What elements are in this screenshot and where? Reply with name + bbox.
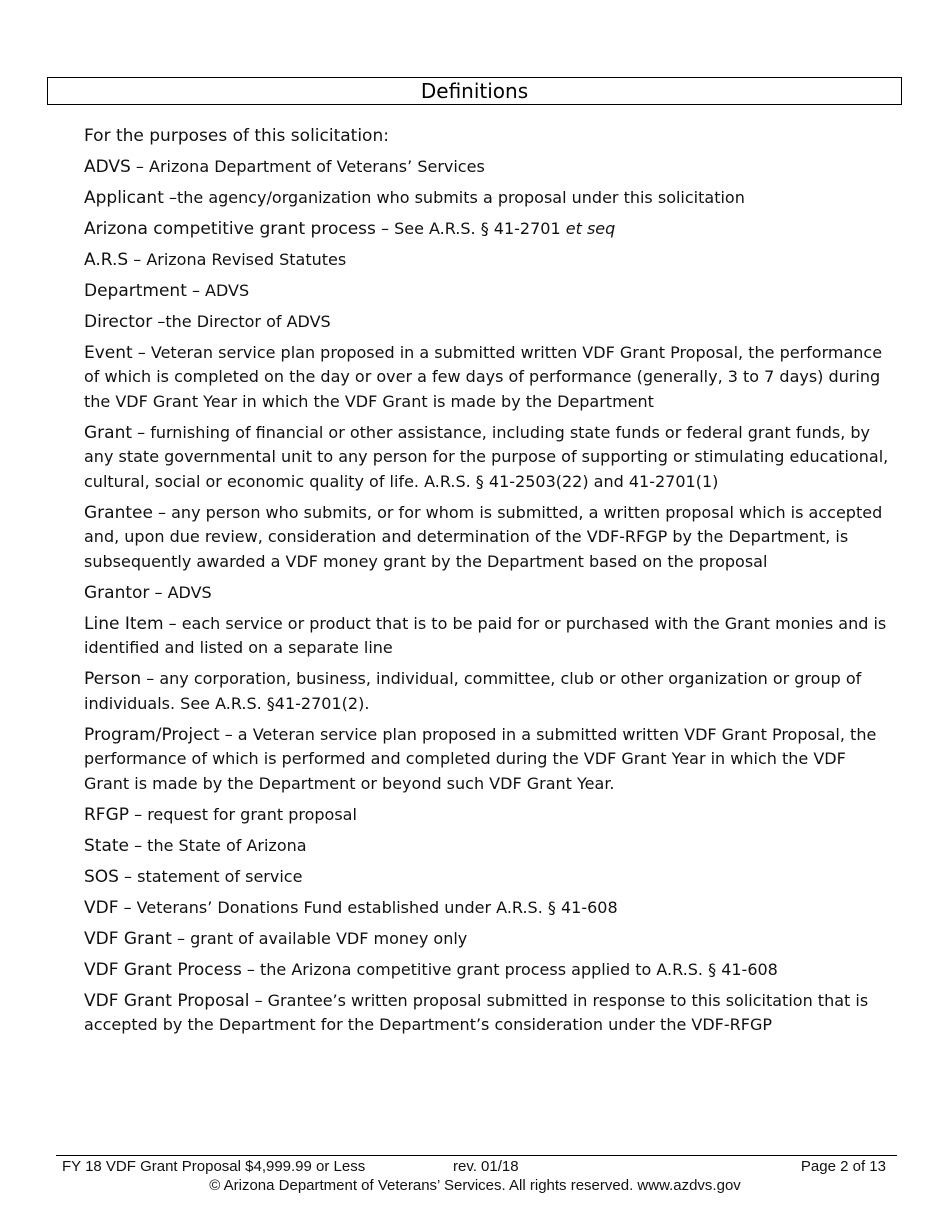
- definition-text: Arizona Revised Statutes: [146, 249, 347, 269]
- definition-item: [84, 581, 894, 606]
- definition-term: ADVS: [84, 156, 131, 177]
- definition-separator: –: [219, 724, 238, 744]
- definitions-list: [84, 124, 894, 1044]
- footer-divider: [56, 1155, 897, 1156]
- definition-separator: –: [152, 311, 166, 331]
- definition-item: [84, 421, 894, 495]
- definition-separator: –: [129, 804, 148, 824]
- definition-separator: –: [132, 342, 151, 362]
- definition-text: Arizona Department of Veterans’ Services: [149, 156, 485, 176]
- definition-text: a Veteran service plan proposed in a submitted written VDF Grant Proposal, the performance of which is performed and completed during the VDF Grant Year in which the VDF Grant is made by the Department or beyond such VDF Grant Year.: [84, 724, 877, 793]
- definition-term: Department: [84, 280, 187, 301]
- definition-term: State: [84, 835, 129, 856]
- definition-term: Grantor: [84, 582, 150, 603]
- definition-italic-suffix: et seq: [565, 218, 616, 238]
- definition-item: [84, 186, 894, 211]
- definition-item: [84, 723, 894, 797]
- definition-separator: –: [249, 990, 268, 1010]
- definition-separator: –: [163, 613, 182, 633]
- definition-term: VDF Grant Process: [84, 959, 242, 980]
- definition-separator: –: [118, 897, 137, 917]
- definition-text: the State of Arizona: [147, 835, 307, 855]
- footer-doc-title: FY 18 VDF Grant Proposal $4,999.99 or Less: [62, 1158, 366, 1175]
- definition-item: [84, 927, 894, 952]
- definition-separator: –: [152, 502, 172, 522]
- definition-item: [84, 248, 894, 273]
- definition-text: any corporation, business, individual, committee, club or other organization or group of individuals. See A.R.S. §41-2701(2).: [84, 669, 862, 713]
- definition-separator: –: [128, 249, 147, 269]
- definition-term: Grantee: [84, 502, 153, 523]
- definition-separator: –: [186, 280, 206, 300]
- definition-text: each service or product that is to be paid for or purchased with the Grant monies and is identified and listed on a separate line: [84, 613, 887, 657]
- definition-entries: [84, 155, 894, 1038]
- definition-text: grant of available VDF money only: [190, 928, 468, 948]
- footer-copyright: © Arizona Department of Veterans’ Services. All rights reserved. www.azdvs.gov: [209, 1177, 741, 1194]
- section-title: Definitions: [47, 77, 902, 105]
- definition-text: the Director of ADVS: [165, 311, 331, 331]
- definition-item: [84, 865, 894, 890]
- definition-item: [84, 834, 894, 859]
- definition-item: [84, 667, 894, 716]
- definition-separator: –: [241, 959, 260, 979]
- definition-item: [84, 803, 894, 828]
- intro-text: For the purposes of this solicitation:: [84, 126, 389, 146]
- definition-text: request for grant proposal: [147, 804, 357, 824]
- definition-item: [84, 217, 894, 242]
- definition-item: [84, 958, 894, 983]
- definition-separator: –: [375, 218, 395, 238]
- definition-term: Event: [84, 342, 133, 363]
- definition-text: the Arizona competitive grant process applied to A.R.S. § 41-608: [260, 959, 778, 979]
- footer-page-number: Page 2 of 13: [800, 1158, 886, 1175]
- definition-term: RFGP: [84, 804, 130, 825]
- definition-text: Veteran service plan proposed in a submitted written VDF Grant Proposal, the performance of which is completed on the day or over a few days of performance (generally, 3 to 7 days) during the VDF Grant Year in which the VDF Grant is made by the Department: [84, 342, 883, 411]
- definition-text: statement of service: [137, 866, 303, 886]
- definition-item: [84, 896, 894, 921]
- definition-text: the agency/organization who submits a proposal under this solicitation: [176, 187, 745, 207]
- definition-item: [84, 341, 894, 415]
- definition-term: VDF Grant Proposal: [84, 990, 250, 1011]
- definition-separator: –: [132, 422, 151, 442]
- definition-separator: –: [118, 866, 138, 886]
- definition-item: [84, 501, 894, 575]
- definition-text: Grantee’s written proposal submitted in response to this solicitation that is accepted by the Department for the Department’s consideration under the VDF-RFGP: [84, 990, 869, 1034]
- definition-item: [84, 279, 894, 304]
- definition-term: VDF Grant: [84, 928, 172, 949]
- definition-term: Grant: [84, 422, 133, 443]
- definition-separator: –: [171, 928, 191, 948]
- definition-separator: –: [129, 835, 148, 855]
- definition-text: any person who submits, or for whom is submitted, a written proposal which is accepted and, upon due review, consideration and determination of the VDF-RFGP by the Department, is subsequently awarded a VDF money grant by the Department based on the proposal: [84, 502, 883, 571]
- definition-text: See A.R.S. § 41-2701: [394, 218, 566, 238]
- definition-separator: –: [141, 669, 160, 688]
- definition-term: Program/Project: [84, 724, 220, 745]
- definition-item: [84, 310, 894, 335]
- definition-separator: –: [149, 582, 168, 602]
- definition-term: Line Item: [84, 613, 164, 634]
- definition-text: furnishing of financial or other assistance, including state funds or federal grant funds, by any state governmental unit to any person for the purpose of supporting or stimulating educational, cultural, social or economic quality of life. A.R.S. § 41-2503(22) and 41-2701(1): [84, 422, 889, 491]
- definition-term: VDF: [84, 897, 119, 918]
- definition-item: [84, 155, 894, 180]
- footer-revision: rev. 01/18: [453, 1158, 519, 1175]
- definition-text: ADVS: [205, 280, 250, 300]
- definition-item: [84, 989, 894, 1038]
- definition-term: A.R.S: [84, 249, 129, 270]
- definition-separator: –: [130, 156, 150, 176]
- definition-term: Applicant: [84, 187, 164, 208]
- definition-term: Arizona competitive grant process: [84, 218, 376, 239]
- definition-term: Director: [84, 311, 153, 332]
- definition-term: SOS: [84, 866, 119, 887]
- definition-separator: –: [163, 187, 177, 207]
- definition-item: [84, 612, 894, 661]
- definition-text: ADVS: [167, 582, 212, 602]
- definition-text: Veterans’ Donations Fund established under A.R.S. § 41-608: [136, 897, 618, 917]
- definition-term: Person: [84, 669, 142, 689]
